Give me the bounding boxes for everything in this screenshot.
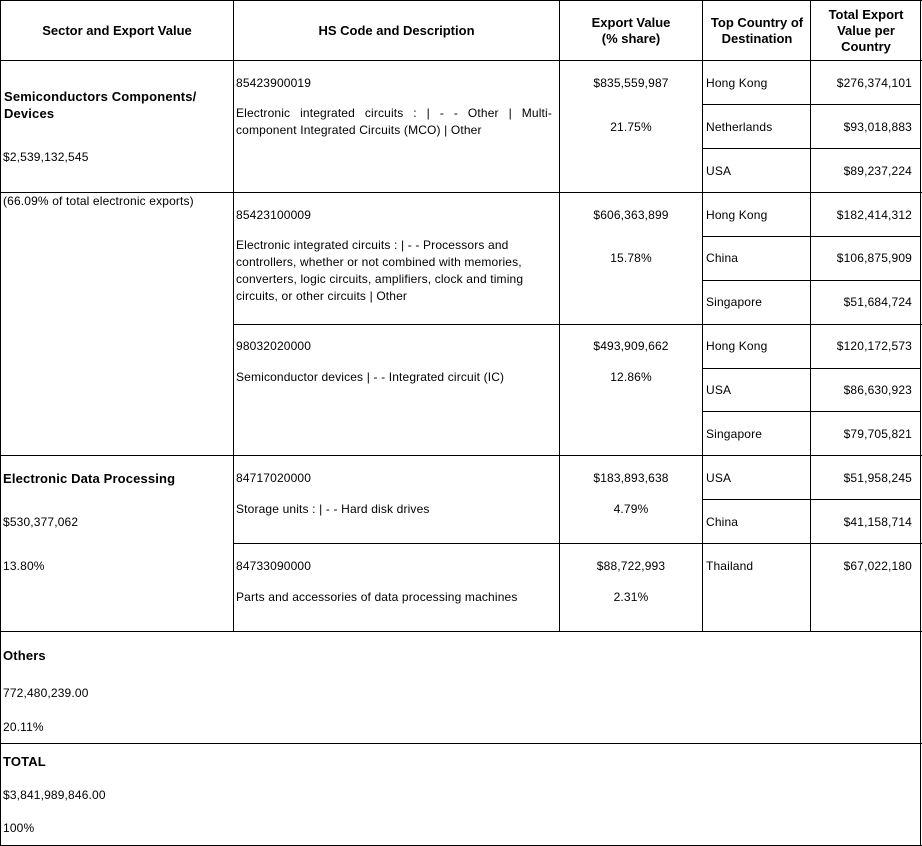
country-name: Thailand bbox=[706, 559, 754, 573]
export-share: 21.75% bbox=[610, 120, 652, 134]
header-total-per-country: Total Export Value per Country bbox=[828, 6, 904, 54]
country-name: Hong Kong bbox=[706, 208, 768, 222]
header-top-country: Top Country of Destination bbox=[710, 14, 804, 46]
export-value: $493,909,662 bbox=[593, 339, 669, 353]
country-total: $276,374,101 bbox=[836, 76, 912, 90]
country-total: $86,630,923 bbox=[843, 383, 912, 397]
rule bbox=[702, 0, 703, 632]
hs-code: 85423100009 bbox=[236, 208, 312, 222]
country-total: $120,172,573 bbox=[836, 339, 912, 353]
hs-description: Storage units : | - - Hard disk drives bbox=[236, 502, 430, 516]
rule bbox=[559, 0, 560, 632]
country-name: Hong Kong bbox=[706, 339, 768, 353]
country-total: $41,158,714 bbox=[843, 515, 912, 529]
total-value: $3,841,989,846.00 bbox=[3, 788, 106, 802]
country-name: China bbox=[706, 515, 739, 529]
rule bbox=[702, 148, 921, 149]
country-name: Singapore bbox=[706, 295, 763, 309]
header-hs-code: HS Code and Description bbox=[318, 22, 475, 38]
export-share: 15.78% bbox=[610, 251, 652, 265]
country-name: Singapore bbox=[706, 427, 763, 441]
rule bbox=[0, 455, 922, 456]
rule bbox=[702, 368, 921, 369]
hs-code: 98032020000 bbox=[236, 339, 312, 353]
rule bbox=[0, 631, 922, 632]
export-share: 12.86% bbox=[610, 370, 652, 384]
rule bbox=[233, 543, 922, 544]
others-value: 772,480,239.00 bbox=[3, 686, 89, 700]
rule bbox=[702, 499, 921, 500]
rule bbox=[233, 0, 234, 632]
sector-value: $530,377,062 bbox=[3, 515, 79, 529]
rule bbox=[0, 60, 922, 61]
sector-name: Semiconductors Components/ Devices bbox=[4, 89, 197, 121]
hs-code: 84733090000 bbox=[236, 559, 312, 573]
rule bbox=[233, 324, 922, 325]
sector-share: (66.09% of total electronic exports) bbox=[3, 194, 194, 208]
country-total: $89,237,224 bbox=[843, 164, 912, 178]
rule bbox=[920, 0, 921, 846]
total-label: TOTAL bbox=[3, 754, 46, 769]
country-name: China bbox=[706, 251, 739, 265]
rule bbox=[702, 280, 921, 281]
rule bbox=[0, 743, 922, 744]
country-name: Netherlands bbox=[706, 120, 773, 134]
rule bbox=[810, 0, 811, 632]
rule bbox=[0, 0, 1, 846]
others-label: Others bbox=[3, 648, 46, 663]
country-total: $106,875,909 bbox=[836, 251, 912, 265]
country-total: $79,705,821 bbox=[843, 427, 912, 441]
header-sector: Sector and Export Value bbox=[42, 22, 192, 38]
country-total: $51,684,724 bbox=[843, 295, 912, 309]
country-name: USA bbox=[706, 383, 732, 397]
export-share: 2.31% bbox=[613, 590, 649, 604]
others-share: 20.11% bbox=[3, 720, 44, 734]
country-total: $182,414,312 bbox=[836, 208, 912, 222]
hs-code: 84717020000 bbox=[236, 471, 312, 485]
country-total: $93,018,883 bbox=[843, 120, 912, 134]
rule bbox=[702, 236, 921, 237]
hs-description: Parts and accessories of data processing machines bbox=[236, 590, 518, 604]
export-value: $835,559,987 bbox=[593, 76, 669, 90]
export-value: $183,893,638 bbox=[593, 471, 669, 485]
sector-value: $2,539,132,545 bbox=[3, 150, 89, 164]
export-share: 4.79% bbox=[613, 502, 649, 516]
hs-code: 85423900019 bbox=[236, 76, 312, 90]
hs-description: Electronic integrated circuits : | - - Processors and controllers, whether or not combined with memories, converters, logic circuits, amplifiers, clock and timing circuits, or other circuits | Other bbox=[236, 238, 524, 303]
export-value: $88,722,993 bbox=[596, 559, 666, 573]
country-total: $67,022,180 bbox=[843, 559, 912, 573]
hs-description: Semiconductor devices | - - Integrated circuit (IC) bbox=[236, 370, 505, 384]
country-name: USA bbox=[706, 471, 732, 485]
sector-share: 13.80% bbox=[3, 559, 45, 573]
rule bbox=[702, 411, 921, 412]
sector-name: Electronic Data Processing bbox=[3, 471, 176, 486]
country-name: Hong Kong bbox=[706, 76, 768, 90]
total-share: 100% bbox=[3, 821, 35, 835]
country-total: $51,958,245 bbox=[843, 471, 912, 485]
header-export-value: Export Value (% share) bbox=[591, 14, 671, 46]
hs-description: Electronic integrated circuits : | - - Other | Multi-component Integrated Circuits (MCO) | Other bbox=[236, 106, 552, 137]
export-value: $606,363,899 bbox=[593, 208, 669, 222]
rule bbox=[702, 104, 921, 105]
country-name: USA bbox=[706, 164, 732, 178]
